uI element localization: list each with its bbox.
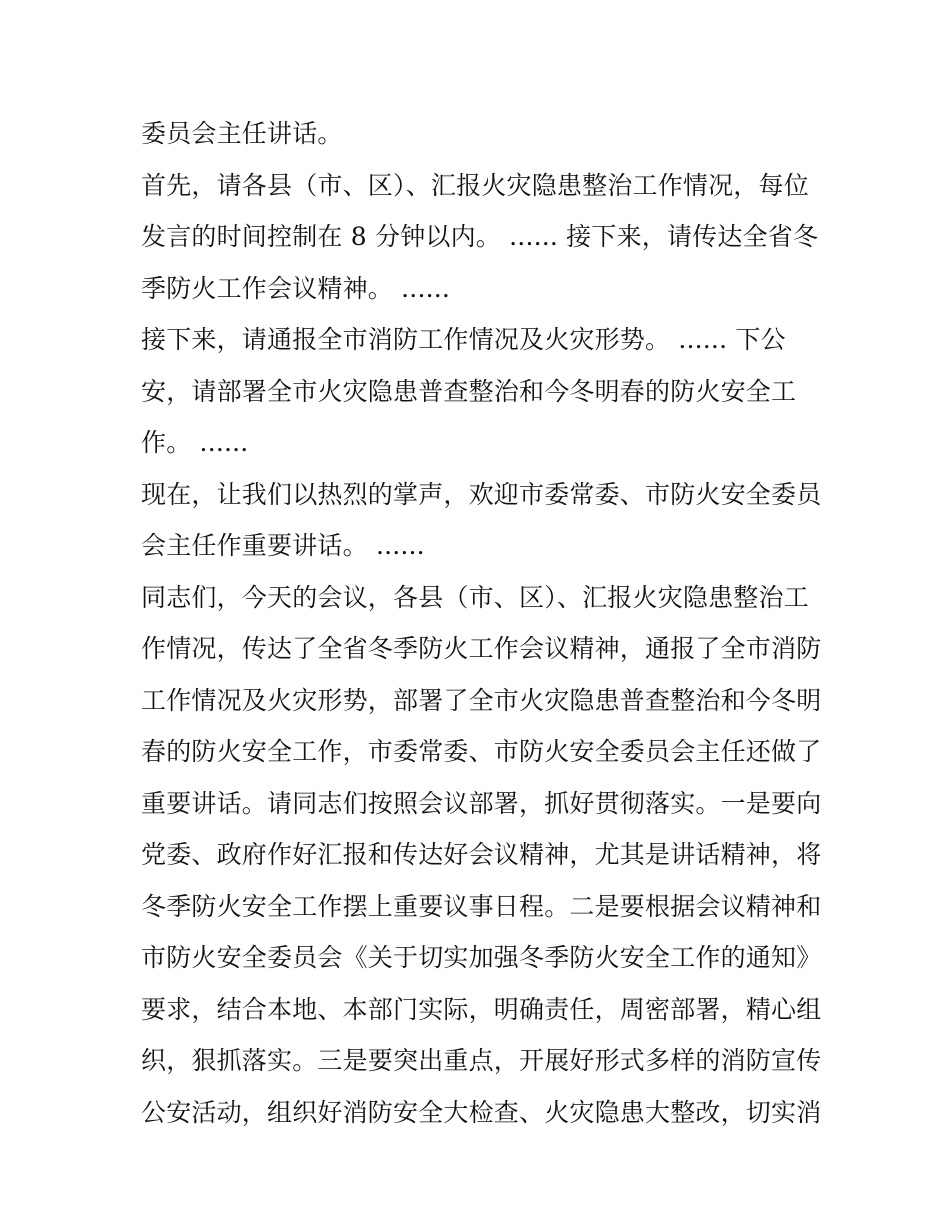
- text-line: 会主任作重要讲话。 ......: [141, 531, 425, 560]
- text-line: 安，请部署全市火灾隐患普查整治和今冬明春的防火安全工: [141, 376, 797, 406]
- text-line: 作情况，传达了全省冬季防火工作会议精神，通报了全市消防: [141, 634, 822, 663]
- text-line: 首先，请各县（市、区）、汇报火灾隐患整治工作情况，每位: [141, 170, 809, 200]
- text-line: 委员会主任讲话。: [141, 119, 343, 148]
- text-line: 现在，让我们以热烈的掌声，欢迎市委常委、市防火安全委员: [141, 479, 822, 509]
- text-line: 市防火安全委员会《关于切实加强冬季防火安全工作的通知》: [141, 943, 822, 972]
- text-line: 党委、政府作好汇报和传达好会议精神，尤其是讲话精神，将: [141, 840, 822, 869]
- text-line: 接下来，请通报全市消防工作情况及火灾形势。 ...... 下公: [141, 325, 786, 354]
- text-line: 重要讲话。请同志们按照会议部署，抓好贯彻落实。一是要向: [141, 788, 822, 818]
- text-line: 冬季防火安全工作摆上重要议事日程。二是要根据会议精神和: [141, 891, 822, 921]
- text-line: 公安活动，组织好消防安全大检查、火灾隐患大整改，切实消: [141, 1097, 822, 1127]
- text-line: 作。 ......: [141, 428, 249, 457]
- text-line: 织，狠抓落实。三是要突出重点，开展好形式多样的消防宣传: [141, 1046, 822, 1075]
- text-line: 季防火工作会议精神。 ......: [141, 273, 451, 303]
- text-line: 同志们，今天的会议，各县（市、区）、汇报火灾隐患整治工: [141, 582, 809, 612]
- text-line: 工作情况及火灾形势，部署了全市火灾隐患普查整治和今冬明: [141, 685, 822, 715]
- text-line: 要求，结合本地、本部门实际，明确责任，周密部署，精心组: [141, 994, 822, 1024]
- body-text: [141, 108, 821, 1138]
- text-line: 发言的时间控制在 8 分钟以内。 ...... 接下来，请传达全省冬: [141, 222, 819, 251]
- text-line: 春的防火安全工作，市委常委、市防火安全委员会主任还做了: [141, 737, 822, 766]
